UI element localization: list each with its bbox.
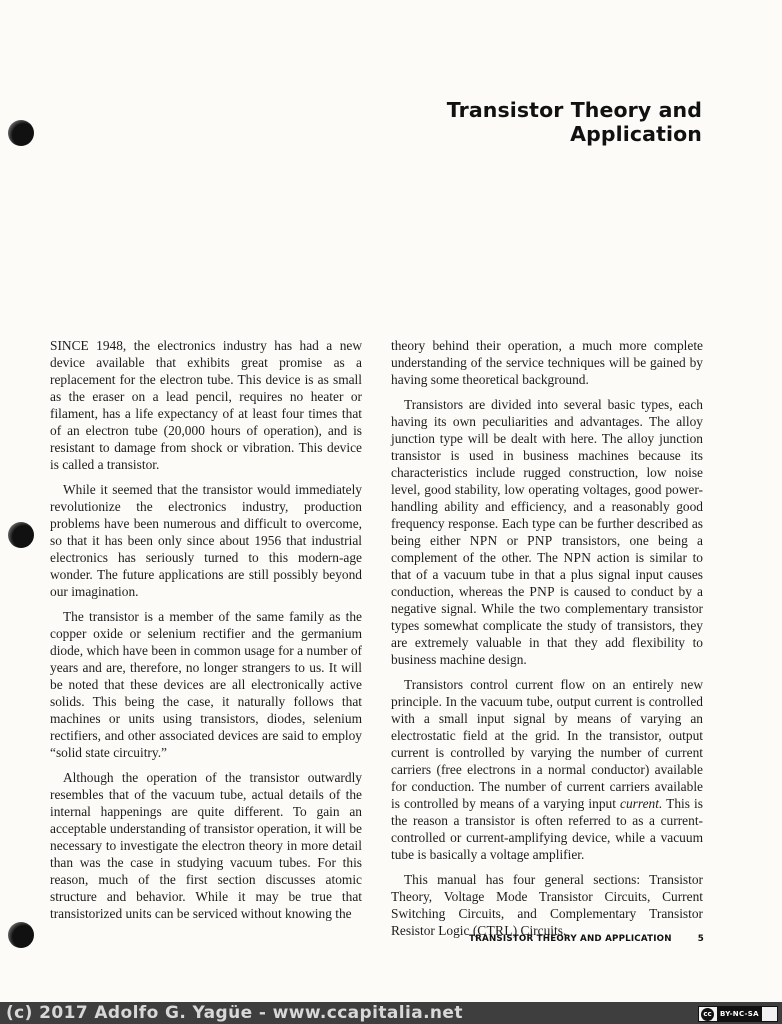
page-number: 5 (697, 934, 704, 944)
npn-term: NPN (563, 550, 592, 565)
paragraph-intro: SINCE 1948, the electronics industry has had a new device available that exhibits great promise as a replacement for the electron tube. This device is as small as the eraser on a lead pencil, requires no heater or filament, has a life expectancy of at least four times that of an electron tube (20,000 hours of operation), and is resistant to damage from shock or vibration. This device is called a transistor. (50, 338, 362, 472)
binder-hole-top (8, 120, 34, 146)
paragraph-operation: Although the operation of the transistor outwardly resembles that of the vacuum tube, actual details of the internal happenings are quite different. To gain an acceptable understanding of transistor operation, it will be necessary to investigate the electron theory in more detail than was the case in studying vacuum tubes. For this reason, much of the first section discusses atomic structure and behavior. While it may be true that transistorized units can be serviced without knowing the (50, 770, 362, 921)
emphasis-current: current. (620, 796, 663, 811)
page-title: Transistor Theory and Application (446, 98, 702, 146)
pnp-term: PNP (527, 533, 553, 548)
running-title: TRANSISTOR THEORY AND APPLICATION (469, 934, 672, 944)
paragraph-family: The transistor is a member of the same family as the copper oxide or selenium rectifier and the germanium diode, which have been in common usage for a number of years and are, therefore, no longer strangers to us. It will be noted that these devices are all electronically active solids. This being the case, it naturally follows that machines or units using transistors, diodes, selenium rectifiers, and other associated devices are said to employ “solid state circuitry.” (50, 609, 362, 760)
license-badge (698, 1006, 778, 1022)
left-column (50, 337, 362, 930)
pnp-term: PNP (529, 584, 555, 599)
license-terms: BY-NC-SA (717, 1007, 762, 1021)
binder-hole-middle (8, 522, 34, 548)
page-footer (440, 934, 704, 944)
paragraph-continuation: theory behind their operation, a much more complete understanding of the service techniques will be gained by having some theoretical background. (391, 338, 703, 387)
watermark-bar (0, 1002, 782, 1024)
paragraph-sections: This manual has four general sections: Transistor Theory, Voltage Mode Transistor Circuits, Current Switching Circuits, and Complementary Transistor Resistor Logic (CTRL) Circuits. (391, 872, 703, 938)
creative-commons-icon: cc (701, 1008, 714, 1021)
copyright-watermark: (c) 2017 Adolfo G. Yagüe - www.ccapitalia.net (6, 1003, 463, 1023)
ctrl-term: CTRL (477, 923, 513, 938)
npn-term: NPN (469, 533, 498, 548)
paragraph-types: Transistors are divided into several basic types, each having its own peculiarities and advantages. The alloy junction type will be dealt with here. The alloy junction transistor is used in business machines because its characteristics include rugged construction, low noise level, good stability, low operating voltages, good power-handling ability and efficiency, and a reasonably good frequency response. Each type can be further described as being either NPN or PNP transistors, one being a complement of the other. The NPN action is similar to that of a vacuum tube in that a plus signal input causes conduction, whereas the PNP is caused to conduct by a negative signal. While the two complementary transistor types somewhat complicate the study of transistors, they are extremely valuable in that they add flexibility to business machine design. (391, 397, 703, 667)
paragraph-revolution: While it seemed that the transistor would immediately revolutionize the electronics industry, production problems have been numerous and difficult to overcome, so that it has been only since about 1956 that industrial electronics has seriously turned to this modern-age wonder. The future applications are still possibly beyond our imagination. (50, 482, 362, 599)
paragraph-control: Transistors control current flow on an entirely new principle. In the vacuum tube, output current is controlled with a small input signal by means of varying an electrostatic field at the grid. In the transistor, output current is controlled by varying the number of current carriers (free electrons in a normal conductor) available for conduction. The number of current carriers available is controlled by means of a varying input current. This is the reason a transistor is often referred to as a current-controlled or current-amplifying device, while a vacuum tube is basically a voltage amplifier. (391, 677, 703, 862)
right-column (391, 337, 703, 947)
binder-hole-bottom (8, 922, 34, 948)
